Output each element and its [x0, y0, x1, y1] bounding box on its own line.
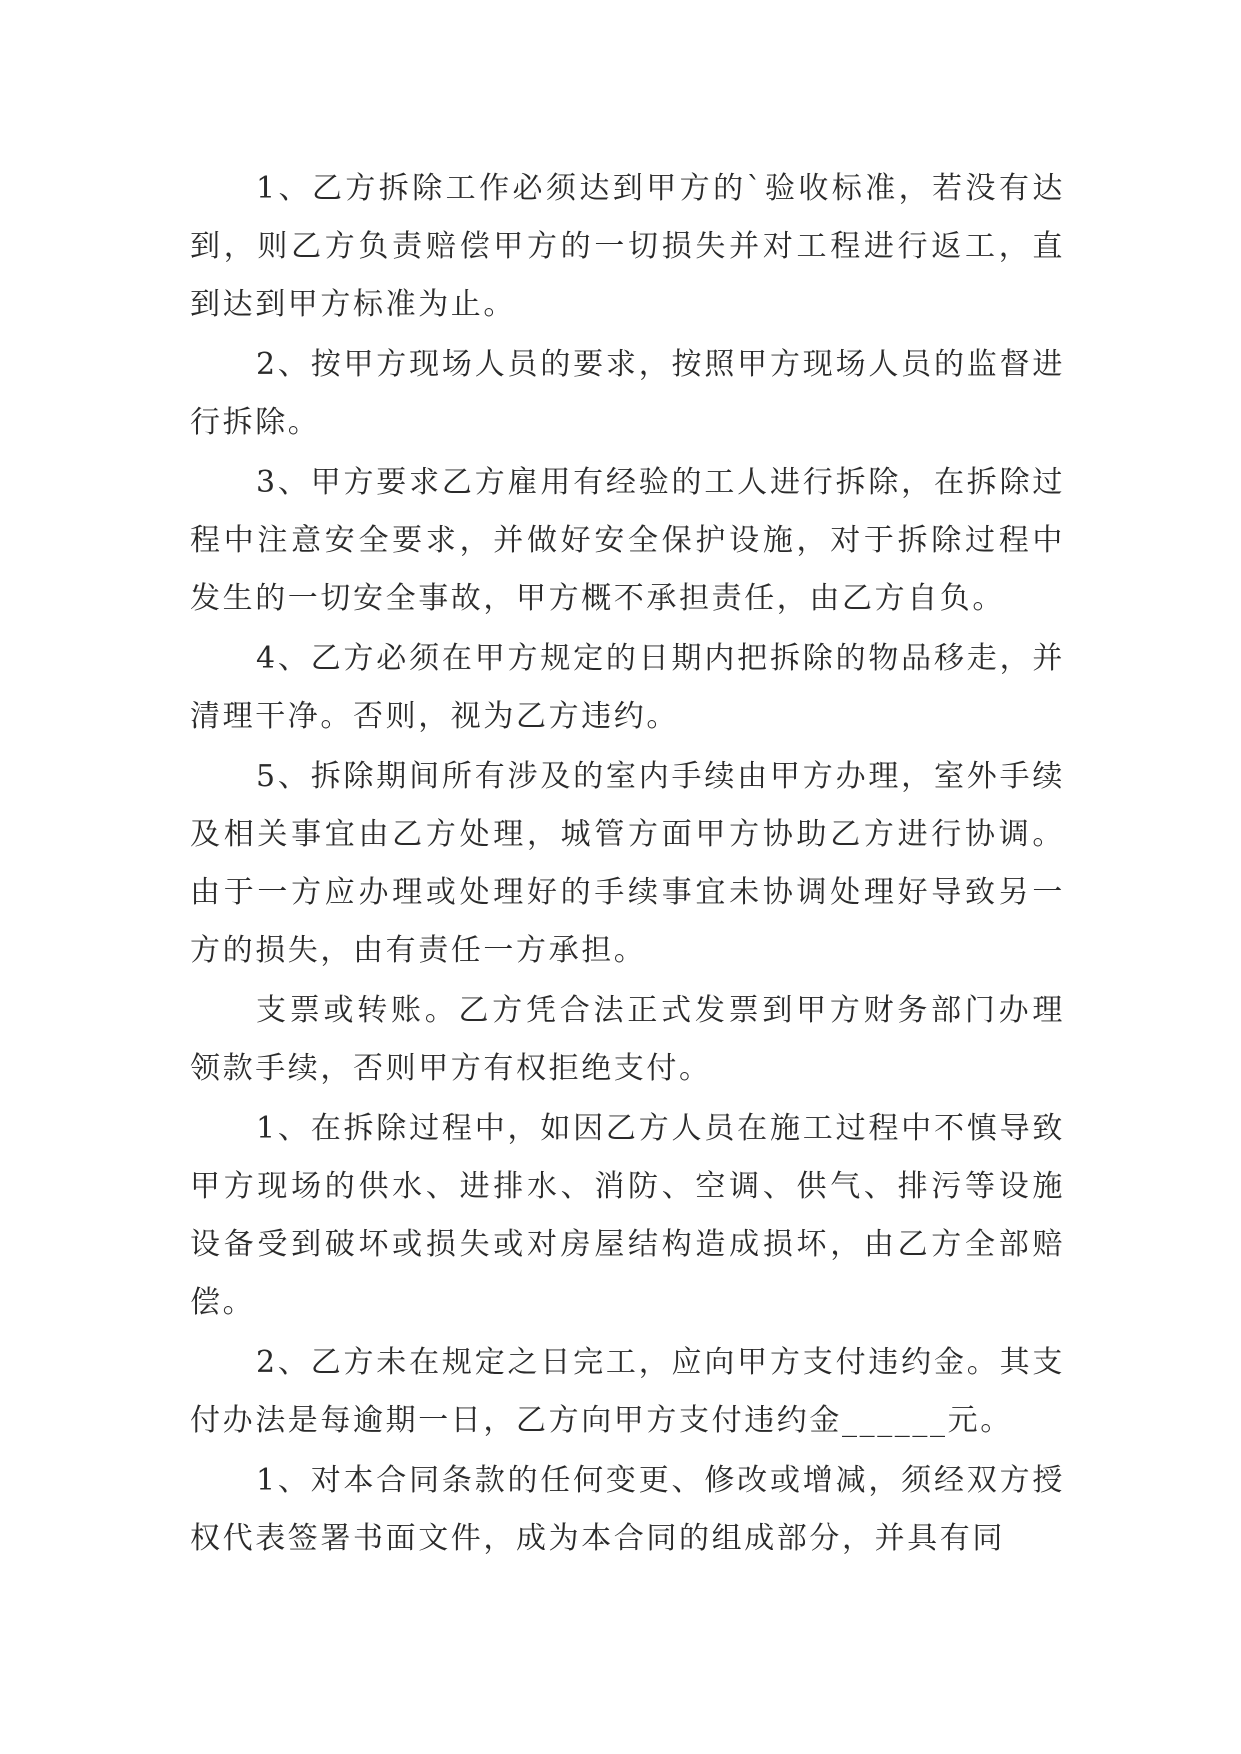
paragraph-acceptance-standard: 1、乙方拆除工作必须达到甲方的`验收标准，若没有达到，则乙方负责赔偿甲方的一切损失并对工程进行返工，直到达到甲方标准为止。 — [190, 171, 1065, 322]
document-body — [190, 160, 1065, 1568]
paragraph-penalty: 2、乙方未在规定之日完工，应向甲方支付违约金。其支付办法是每逾期一日，乙方向甲方支付违约金______元。 — [190, 1345, 1065, 1438]
paragraph-safety: 3、甲方要求乙方雇用有经验的工人进行拆除，在拆除过程中注意安全要求，并做好安全保护设施，对于拆除过程中发生的一切安全事故，甲方概不承担责任，由乙方自负。 — [190, 465, 1065, 616]
paragraph-supervision: 2、按甲方现场人员的要求，按照甲方现场人员的监督进行拆除。 — [190, 347, 1065, 440]
paragraph-procedures: 5、拆除期间所有涉及的室内手续由甲方办理，室外手续及相关事宜由乙方处理，城管方面甲方协助乙方进行协调。由于一方应办理或处理好的手续事宜未协调处理好导致另一方的损失，由有责任一方承担。 — [190, 759, 1065, 968]
paragraph-damage-compensation: 1、在拆除过程中，如因乙方人员在施工过程中不慎导致甲方现场的供水、进排水、消防、空调、供气、排污等设施设备受到破坏或损失或对房屋结构造成损坏，由乙方全部赔偿。 — [190, 1111, 1065, 1320]
paragraph-amendments: 1、对本合同条款的任何变更、修改或增减，须经双方授权代表签署书面文件，成为本合同的组成部分，并具有同 — [190, 1463, 1065, 1556]
paragraph-removal-deadline: 4、乙方必须在甲方规定的日期内把拆除的物品移走，并清理干净。否则，视为乙方违约。 — [190, 641, 1065, 734]
paragraph-payment: 支票或转账。乙方凭合法正式发票到甲方财务部门办理领款手续，否则甲方有权拒绝支付。 — [190, 993, 1065, 1086]
